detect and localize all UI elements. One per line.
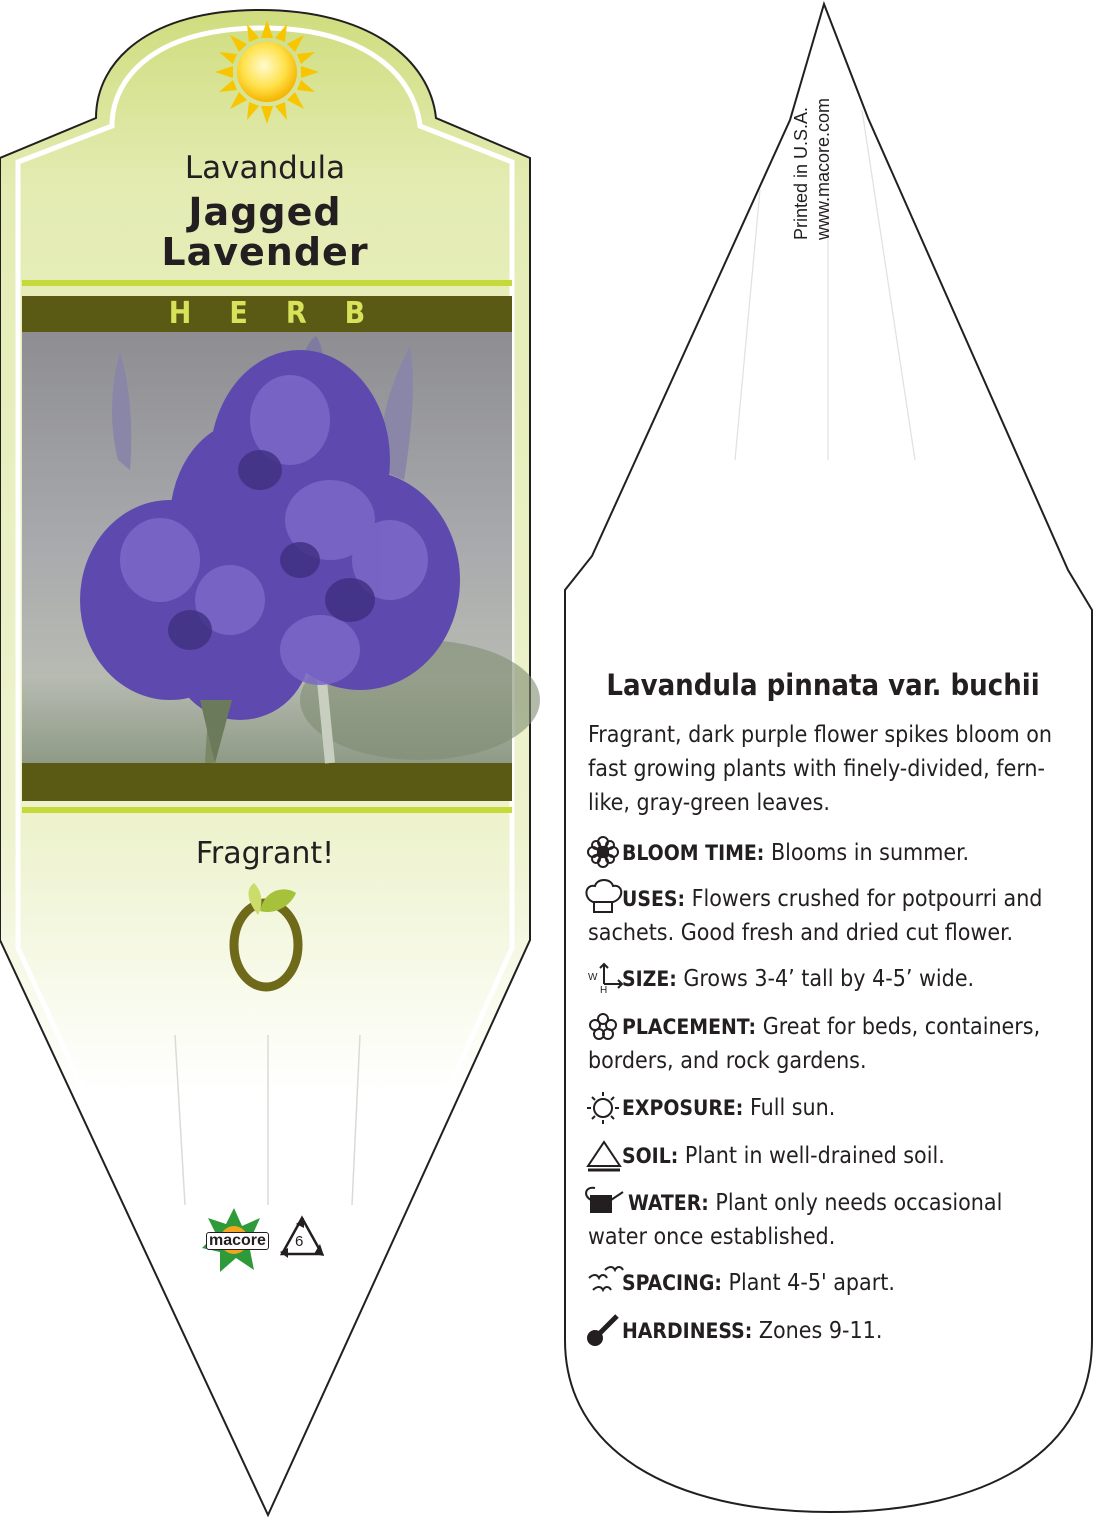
tagline: Fragrant! xyxy=(195,836,335,871)
size-w-label: W xyxy=(588,972,598,983)
detail-text: Plant in well-drained soil. xyxy=(684,1143,945,1169)
detail-text: Zones 9-11. xyxy=(758,1318,883,1344)
detail-text: Grows 3-4’ tall by 4-5’ wide. xyxy=(683,966,975,992)
species-label: Lavandula xyxy=(184,150,346,186)
detail-bloom-time xyxy=(588,836,1058,870)
detail-hardiness xyxy=(588,1314,1058,1348)
scientific-name: Lavandula pinnata var. buchii xyxy=(606,668,1040,702)
detail-spacing xyxy=(588,1266,1058,1300)
detail-text: Plant only needs occasional water once established. xyxy=(588,1190,1003,1250)
detail-label: PLACEMENT: xyxy=(622,1015,757,1039)
detail-text: Full sun. xyxy=(749,1095,836,1121)
detail-size xyxy=(588,962,1058,996)
common-name-line1: Jagged xyxy=(188,190,342,234)
plant-photo xyxy=(22,332,540,763)
detail-label: SOIL: xyxy=(622,1144,679,1168)
detail-soil xyxy=(588,1139,1058,1173)
detail-text: Great for beds, containers, borders, and rock gardens. xyxy=(588,1014,1041,1074)
detail-exposure xyxy=(588,1091,1058,1125)
detail-text: Plant 4-5' apart. xyxy=(728,1270,895,1296)
common-name-line2: Lavender xyxy=(161,230,369,274)
detail-label: HARDINESS: xyxy=(622,1319,753,1343)
brand-label: macore xyxy=(206,1232,269,1250)
sun-icon xyxy=(215,20,319,124)
category-label: HERB xyxy=(168,296,404,331)
detail-water xyxy=(588,1186,1058,1254)
detail-label: BLOOM TIME: xyxy=(622,841,765,865)
recycle-code: 6 xyxy=(295,1233,304,1250)
detail-text: Blooms in summer. xyxy=(770,840,970,866)
detail-label: WATER: xyxy=(628,1191,709,1215)
printed-in-label xyxy=(790,98,834,240)
printed-text: Printed in U.S.A. xyxy=(791,106,811,240)
detail-uses xyxy=(588,882,1058,950)
detail-label: SIZE: xyxy=(622,967,677,991)
description: Fragrant, dark purple flower spikes bloom on fast growing plants with finely-divided, fern-like, gray-green leaves. xyxy=(588,722,1052,816)
size-h-label: H xyxy=(600,985,608,996)
detail-placement xyxy=(588,1010,1058,1078)
detail-label: USES: xyxy=(622,887,686,911)
detail-text: Flowers crushed for potpourri and sachets. Good fresh and dried cut flower. xyxy=(588,886,1043,946)
website-text: www.macore.com xyxy=(813,97,833,240)
detail-label: SPACING: xyxy=(622,1271,722,1295)
detail-label: EXPOSURE: xyxy=(622,1096,744,1120)
